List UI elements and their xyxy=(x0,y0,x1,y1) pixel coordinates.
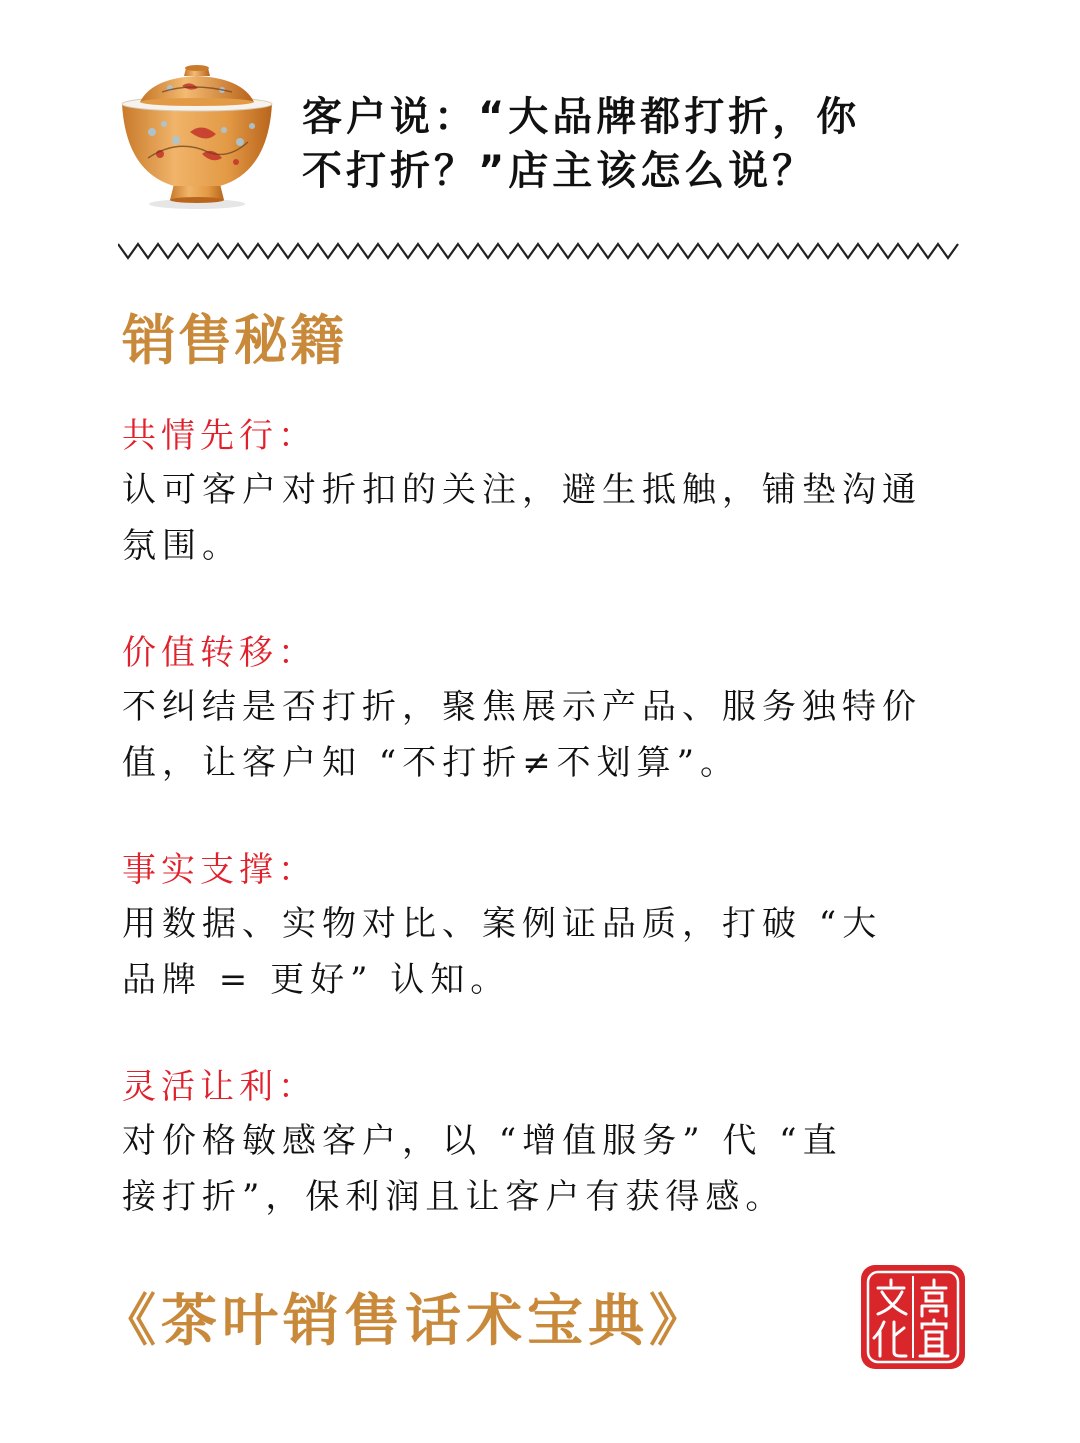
header-title-line-2: 不打折？”店主该怎么说？ xyxy=(302,148,817,194)
tip-body: 不纠结是否打折，聚焦展示产品、服务独特价 值，让客户知 “不打折≠不划算”。 xyxy=(122,687,922,783)
tip-title: 价值转移： xyxy=(122,633,317,673)
tip-item xyxy=(122,1061,962,1225)
tip-body: 对价格敏感客户，以 “增值服务” 代 “直 接打折”，保利润且让客户有获得感。 xyxy=(122,1121,843,1217)
zigzag-divider xyxy=(118,238,963,264)
red-seal-stamp xyxy=(858,1262,968,1372)
tip-title: 事实支撑： xyxy=(122,850,317,890)
tips-list xyxy=(122,410,962,1225)
tip-title: 共情先行： xyxy=(122,416,317,456)
tip-title: 灵活让利： xyxy=(122,1067,317,1107)
header-title-line-1: 客户说：“大品牌都打折，你 xyxy=(302,94,861,140)
footer-title: 《茶叶销售话术宝典》 xyxy=(100,1289,710,1354)
tip-item xyxy=(122,627,962,791)
tip-item xyxy=(122,410,962,574)
tip-body: 用数据、实物对比、案例证品质，打破 “大 品牌 = 更好” 认知。 xyxy=(122,904,883,1000)
tip-item xyxy=(122,844,962,1008)
header-title xyxy=(302,90,982,198)
tip-body: 认可客户对折扣的关注，避生抵触，铺垫沟通 氛围。 xyxy=(122,470,922,566)
tea-gaiwan-image xyxy=(112,62,282,212)
section-heading: 销售秘籍 xyxy=(122,309,346,372)
